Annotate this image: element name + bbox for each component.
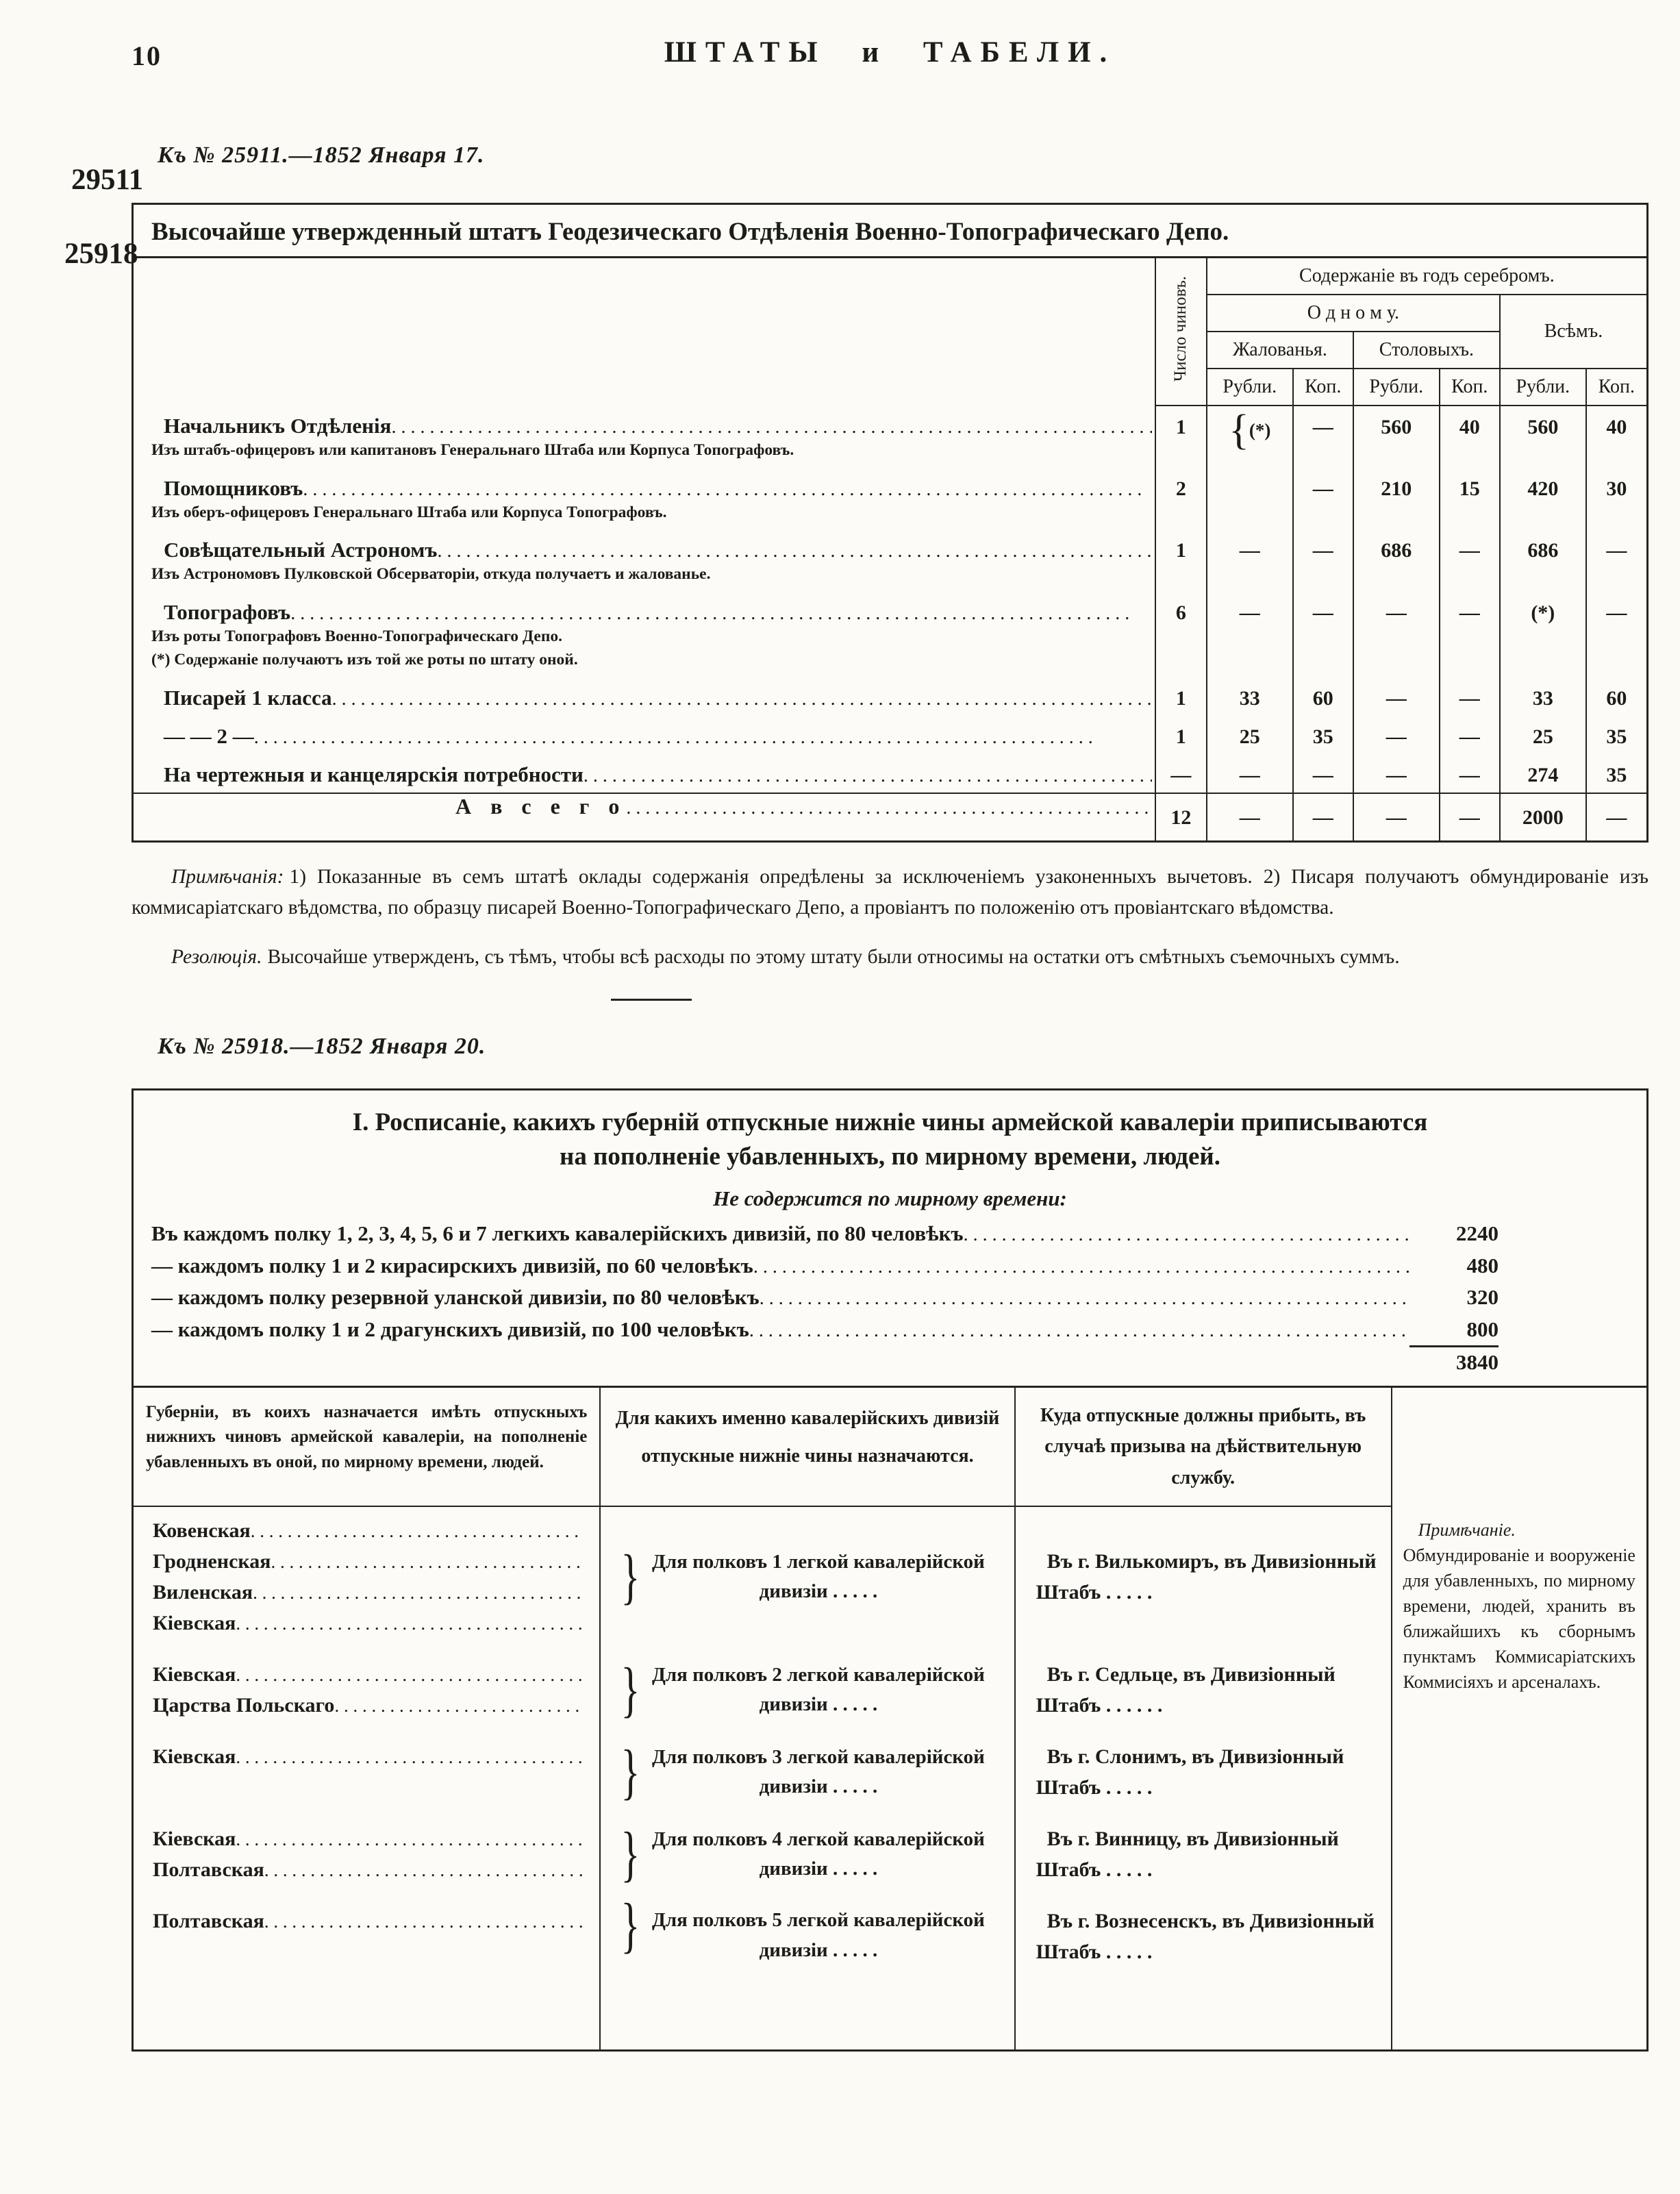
destination-cell: Въ г. Седльце, въ Дивизіонный Штабъ . . . . . . bbox=[1014, 1651, 1391, 1733]
cell-table-kop: — bbox=[1440, 677, 1500, 716]
doc2-title bbox=[134, 1090, 1646, 1175]
row-label: На чертежныя и канцелярскія потребности bbox=[164, 762, 584, 786]
quota-list bbox=[134, 1217, 1646, 1375]
cell-total-rub: (*) bbox=[1500, 592, 1586, 677]
doc2-subtitle: Не содержится по мирному времени: bbox=[713, 1186, 1067, 1211]
destination-cell: Въ г. Вознесенскъ, въ Дивизіонный Штабъ . . . . . bbox=[1014, 1897, 1391, 2049]
dot-leader bbox=[760, 1284, 1409, 1313]
table-row bbox=[134, 406, 1646, 468]
cell-total-kop: 30 bbox=[1586, 468, 1646, 530]
dot-leader bbox=[626, 797, 1151, 819]
province-line: Кіевская . . . bbox=[140, 1741, 592, 1772]
row-label-cell bbox=[134, 468, 1155, 530]
doc1-title: Высочайше утвержденный штатъ Геодезическаго Отдѣленія Военно-Топографическаго Депо. bbox=[134, 205, 1646, 258]
division-cell: } Для полковъ 1 легкой кавалерійской дивизіи . . . . . bbox=[599, 1507, 1014, 1651]
header-provinces: Губерніи, въ коихъ назначается имѣть отпускныхъ нижнихъ чиновъ армейской кавалеріи, на пополненіе убавленныхъ въ оной, по мирному времени, людей. bbox=[134, 1388, 599, 1507]
header-kop-3: Коп. bbox=[1586, 369, 1646, 406]
cell-total-rub: 25 bbox=[1500, 716, 1586, 754]
header-rubli-3: Рубли. bbox=[1500, 369, 1586, 406]
cell-count: 6 bbox=[1155, 592, 1207, 677]
row-label-cell bbox=[134, 677, 1155, 716]
cell-count: 1 bbox=[1155, 677, 1207, 716]
quota-total: 3840 bbox=[1456, 1350, 1499, 1375]
cell-table-kop: 15 bbox=[1440, 468, 1500, 530]
brace-icon bbox=[1229, 424, 1249, 436]
province-group bbox=[134, 1897, 599, 2049]
header-note-column bbox=[1391, 1388, 1646, 1507]
table-row bbox=[134, 468, 1646, 530]
cell-total-rub: 560 bbox=[1500, 406, 1586, 468]
quota-value: 480 bbox=[1466, 1253, 1499, 1277]
cell-count: 1 bbox=[1155, 716, 1207, 754]
distribution-table-header bbox=[134, 1386, 1646, 1507]
row-label-cell bbox=[134, 406, 1155, 468]
cell-table-kop: — bbox=[1440, 592, 1500, 677]
page-header bbox=[131, 36, 1648, 79]
dot-leader bbox=[437, 540, 1151, 562]
margin-number-top: 29511 bbox=[71, 164, 144, 196]
doc2-ref-line: Къ № 25918.—1852 Января 20. bbox=[158, 1034, 486, 1060]
cell-total-kop: — bbox=[1586, 529, 1646, 592]
dot-leader bbox=[236, 1743, 584, 1771]
province-line: Полтавская . . . bbox=[140, 1854, 592, 1885]
row-sublabel: Изъ оберъ-офицеровъ Генеральнаго Штаба или Корпуса Топографовъ. bbox=[151, 503, 667, 521]
dot-leader bbox=[303, 479, 1151, 501]
province-line: Ковенская . . . bbox=[140, 1515, 592, 1546]
dot-leader bbox=[749, 1317, 1409, 1345]
table-row bbox=[134, 754, 1646, 793]
row-label-cell bbox=[134, 754, 1155, 793]
distribution-table-body bbox=[134, 1507, 1646, 2049]
cell-count: — bbox=[1155, 754, 1207, 793]
table-row bbox=[134, 529, 1646, 592]
row-label: Топографовъ bbox=[164, 599, 291, 624]
page-title: ШТАТЫ и ТАБЕЛИ. bbox=[664, 36, 1116, 68]
cell-count: 2 bbox=[1155, 468, 1207, 530]
province-line: Царства Польскаго . . . bbox=[140, 1690, 592, 1721]
division-cell: } Для полковъ 4 легкой кавалерійской дивизіи . . . . . bbox=[599, 1815, 1014, 1897]
staff-table-header bbox=[134, 258, 1646, 406]
cell-table-rub: — bbox=[1353, 592, 1440, 677]
total-label: А в с е г о bbox=[455, 793, 627, 819]
division-cell: } Для полковъ 2 легкой кавалерійской дивизіи . . . . . bbox=[599, 1651, 1014, 1733]
destination-cell: Въ г. Винницу, въ Дивизіонный Штабъ . . . . . bbox=[1014, 1815, 1391, 1897]
row-sublabel: (*) Содержаніе получаютъ изъ той же роты по штату оной. bbox=[151, 651, 578, 669]
row-label-cell bbox=[134, 529, 1155, 592]
total-count: 12 bbox=[1155, 793, 1207, 840]
cell-salary-rub: { (*) bbox=[1207, 406, 1293, 529]
cell-salary-kop: — bbox=[1293, 406, 1353, 468]
cell-salary-kop: — bbox=[1293, 592, 1353, 677]
cell-table-kop: — bbox=[1440, 716, 1500, 754]
dot-leader bbox=[964, 1221, 1409, 1249]
cell-total-kop: 40 bbox=[1586, 406, 1646, 468]
header-divisions: Для какихъ именно кавалерійскихъ дивизій отпускные нижніе чины назначаются. bbox=[599, 1388, 1014, 1507]
cell-total-rub: 274 bbox=[1500, 754, 1586, 793]
cell-table-kop: — bbox=[1440, 529, 1500, 592]
quota-value: 320 bbox=[1466, 1285, 1499, 1310]
header-empty-label bbox=[134, 258, 1155, 406]
doc1-staff-box bbox=[131, 203, 1648, 843]
table-row bbox=[134, 716, 1646, 754]
dot-leader bbox=[584, 765, 1152, 787]
header-vsem: Всѣмъ. bbox=[1500, 295, 1646, 369]
doc2-title-line2: на пополненіе убавленныхъ, по мирному времени, людей. bbox=[560, 1143, 1220, 1171]
dot-leader bbox=[236, 1610, 584, 1638]
cell-total-rub: 420 bbox=[1500, 468, 1586, 530]
doc2-distribution-box bbox=[131, 1088, 1648, 2052]
cell-salary-rub: — bbox=[1207, 754, 1293, 793]
cell-total-kop: 35 bbox=[1586, 716, 1646, 754]
province-line: Гродненская . . . bbox=[140, 1546, 592, 1577]
cell-salary-rub: — bbox=[1207, 592, 1293, 677]
notes-paragraph bbox=[131, 862, 1648, 923]
note-lead: Примѣчаніе. bbox=[1418, 1520, 1516, 1541]
province-line: Виленская . . . bbox=[140, 1577, 592, 1608]
cell-total-rub: 33 bbox=[1500, 677, 1586, 716]
province-line: Кіевская . . . bbox=[140, 1823, 592, 1854]
cell-salary-kop: — bbox=[1293, 468, 1353, 530]
province-group bbox=[134, 1507, 599, 1651]
province-group bbox=[134, 1733, 599, 1815]
cell-table-kop: — bbox=[1440, 754, 1500, 793]
cell-table-rub: — bbox=[1353, 716, 1440, 754]
section-divider bbox=[611, 999, 692, 1001]
quota-line: — каждомъ полку 1 и 2 драгунскихъ дивизій, по 100 человѣкъ . . . 800 bbox=[151, 1314, 1629, 1348]
cell-table-kop: 40 bbox=[1440, 406, 1500, 468]
cell-count: 1 bbox=[1155, 529, 1207, 592]
quota-line: — каждомъ полку резервной уланской дивизіи, по 80 человѣкъ . . . 320 bbox=[151, 1282, 1629, 1314]
resolution-lead: Резолюція. bbox=[171, 946, 262, 969]
cell-total-kop: — bbox=[1586, 592, 1646, 677]
destination-cell: Въ г. Слонимъ, въ Дивизіонный Штабъ . . . . . bbox=[1014, 1733, 1391, 1815]
total-table-kop: — bbox=[1440, 793, 1500, 840]
notes-lead: Примѣчанія: bbox=[171, 865, 284, 888]
header-soderzhanie: Содержаніе въ годъ серебромъ. bbox=[1207, 258, 1646, 295]
row-label: Писарей 1 класса bbox=[164, 685, 332, 710]
division-cell: } Для полковъ 5 легкой кавалерійской дивизіи . . . . . bbox=[599, 1897, 1014, 2049]
cell-table-rub: 560 bbox=[1353, 406, 1440, 468]
row-sublabel: Изъ Астрономовъ Пулковской Обсерваторіи, откуда получаетъ и жалованье. bbox=[151, 565, 711, 584]
division-cell: } Для полковъ 3 легкой кавалерійской дивизіи . . . . . bbox=[599, 1733, 1014, 1815]
cell-salary-rub: 33 bbox=[1207, 677, 1293, 716]
row-sublabel: Изъ роты Топографовъ Военно-Топографическаго Депо. bbox=[151, 627, 562, 645]
cell-total-kop: 35 bbox=[1586, 754, 1646, 793]
cell-salary-kop: 60 bbox=[1293, 677, 1353, 716]
page-number: 10 bbox=[131, 40, 162, 71]
cell-salary-kop: 35 bbox=[1293, 716, 1353, 754]
dot-leader bbox=[236, 1825, 584, 1854]
quota-line: — каждомъ полку 1 и 2 кирасирскихъ дивизій, по 60 человѣкъ . . . 480 bbox=[151, 1250, 1629, 1282]
notes-text: 1) Показанные въ семъ штатѣ оклады содержанія опредѣлены за исключеніемъ узаконенныхъ вычетовъ. 2) Писаря получаютъ обмундированіе изъ коммисаріатскаго вѣдомства, по образцу писарей Военно-Топографическаго Депо, а провіантъ по положенію отъ провіантскаго вѣдомства. bbox=[131, 865, 1648, 919]
note-cell bbox=[1391, 1507, 1646, 2049]
cell-table-rub: 210 bbox=[1353, 468, 1440, 530]
dot-leader bbox=[271, 1548, 584, 1576]
header-stolovyh: Столовыхъ. bbox=[1353, 332, 1500, 369]
row-label: Помощниковъ bbox=[164, 475, 303, 500]
row-label: — — 2 — bbox=[164, 723, 254, 748]
header-kop-1: Коп. bbox=[1293, 369, 1353, 406]
cell-salary-rub: — bbox=[1207, 529, 1293, 592]
note-text: Обмундированіе и вооруженіе для убавленныхъ, по мирному времени, людей, хранить въ ближайшихъ къ сборнымъ пунктамъ Коммисаріатскихъ Коммисіяхъ и арсеналахъ. bbox=[1403, 1545, 1635, 1692]
cell-salary-rub: 25 bbox=[1207, 716, 1293, 754]
row-label-cell bbox=[134, 592, 1155, 677]
doc1-ref-line: Къ № 25911.—1852 Января 17. bbox=[158, 142, 485, 168]
dot-leader bbox=[391, 416, 1151, 438]
dot-leader bbox=[334, 1692, 584, 1720]
cell-table-rub: — bbox=[1353, 677, 1440, 716]
header-kop-2: Коп. bbox=[1440, 369, 1500, 406]
quota-value: 800 bbox=[1409, 1314, 1499, 1348]
province-line: Кіевская . . . bbox=[140, 1659, 592, 1690]
dot-leader bbox=[753, 1253, 1409, 1282]
province-line: Полтавская . . . bbox=[140, 1906, 592, 1936]
header-odnomu: О д н о м у. bbox=[1207, 295, 1500, 332]
brace-icon bbox=[620, 1557, 640, 1597]
dot-leader bbox=[236, 1661, 584, 1689]
province-group bbox=[134, 1815, 599, 1897]
row-label: Совѣщательный Астрономъ bbox=[164, 538, 438, 562]
row-label: Начальникъ Отдѣленія bbox=[164, 414, 392, 438]
brace-icon bbox=[620, 1906, 640, 1945]
total-table-rub: — bbox=[1353, 793, 1440, 840]
row-sublabel: Изъ штабъ-офицеровъ или капитановъ Генеральнаго Штаба или Корпуса Топографовъ. bbox=[151, 441, 794, 459]
dot-leader bbox=[253, 1579, 584, 1607]
brace-icon bbox=[620, 1834, 640, 1874]
dot-leader bbox=[290, 603, 1152, 625]
dot-leader bbox=[264, 1856, 585, 1884]
table-row bbox=[134, 677, 1646, 716]
dot-leader bbox=[332, 688, 1152, 710]
brace-icon bbox=[620, 1670, 640, 1710]
header-zhalovanya: Жалованья. bbox=[1207, 332, 1353, 369]
quota-value: 2240 bbox=[1456, 1221, 1499, 1246]
cell-total-rub: 686 bbox=[1500, 529, 1586, 592]
cell-salary-kop: — bbox=[1293, 529, 1353, 592]
brace-icon bbox=[620, 1752, 640, 1792]
margin-number-bottom: 25918 bbox=[64, 238, 138, 270]
dot-leader bbox=[254, 727, 1152, 749]
header-rubli-1: Рубли. bbox=[1207, 369, 1293, 406]
destination-cell: Въ г. Вилькомиръ, въ Дивизіонный Штабъ . . . . . bbox=[1014, 1507, 1391, 1651]
total-label-cell bbox=[134, 793, 1155, 840]
resolution-text: Высочайше утвержденъ, съ тѣмъ, чтобы всѣ расходы по этому штату были относимы на остатки отъ смѣтныхъ съемочныхъ суммъ. bbox=[267, 946, 1400, 969]
dot-leader bbox=[251, 1517, 585, 1545]
total-salary-kop: — bbox=[1293, 793, 1353, 840]
quota-line: Въ каждомъ полку 1, 2, 3, 4, 5, 6 и 7 легкихъ кавалерійскихъ дивизій, по 80 человѣкъ . . . 2240 bbox=[151, 1218, 1629, 1250]
total-row bbox=[134, 793, 1646, 840]
header-destination: Куда отпускные должны прибыть, въ случаѣ призыва на дѣйствительную службу. bbox=[1014, 1388, 1391, 1507]
header-chislo: Число чиновъ. bbox=[1155, 258, 1207, 406]
header-rubli-2: Рубли. bbox=[1353, 369, 1440, 406]
cell-count: 1 bbox=[1155, 406, 1207, 468]
dot-leader bbox=[264, 1908, 585, 1936]
resolution-paragraph bbox=[131, 942, 1648, 973]
total-sum-rub: 2000 bbox=[1500, 793, 1586, 840]
row-label-cell bbox=[134, 716, 1155, 754]
table-row bbox=[134, 592, 1646, 677]
total-salary-rub: — bbox=[1207, 793, 1293, 840]
province-group bbox=[134, 1651, 599, 1733]
staff-table bbox=[134, 258, 1646, 840]
cell-table-rub: — bbox=[1353, 754, 1440, 793]
cell-salary-kop: — bbox=[1293, 754, 1353, 793]
cell-table-rub: 686 bbox=[1353, 529, 1440, 592]
province-line: Кіевская . . . bbox=[140, 1608, 592, 1638]
doc2-title-line1: I. Росписаніе, какихъ губерній отпускные нижніе чины армейской кавалеріи приписываются bbox=[352, 1108, 1428, 1137]
total-sum-kop: — bbox=[1586, 793, 1646, 840]
cell-total-kop: 60 bbox=[1586, 677, 1646, 716]
